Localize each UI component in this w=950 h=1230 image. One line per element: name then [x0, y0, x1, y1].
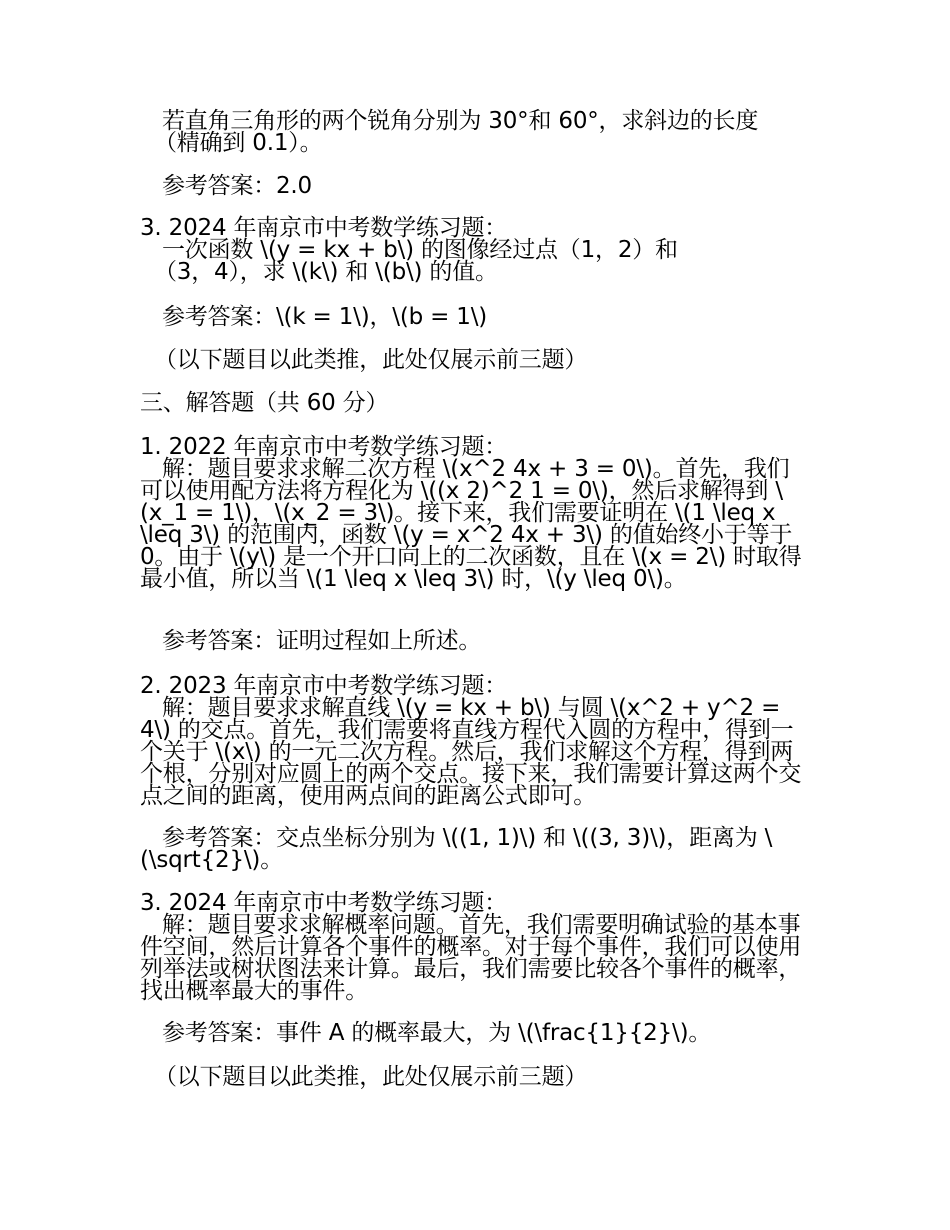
problem-2-block	[140, 675, 812, 807]
solution-text: 解：题目要求求解直线 \(y = kx + b\) 与圆 \(x^2 + y^2 = 4\) 的交点。首先，我们需要将直线方程代入圆的方程中，得到一个关于 \(x\) 的一元二次方程。然后，我们求解这个方程，得到两个根，分别对应圆上的两个交点。接下来，我们需要计算这两个交点之间的距离，使用两点间的距离公式即可。	[140, 695, 802, 809]
text-line: 一次函数 \(y = kx + b\) 的图像经过点（1，2）和	[162, 237, 678, 263]
note-text: （以下题目以此类推，此处仅展示前三题）	[154, 1064, 588, 1090]
text-line: （精确到 0.1）。	[154, 130, 323, 156]
question-heading: 3. 2024 年南京市中考数学练习题：	[140, 890, 508, 916]
text-line: （3，4），求 \(k\) 和 \(b\) 的值。	[154, 259, 498, 285]
problem-3-block	[140, 892, 812, 1002]
answer-text: 参考答案：证明过程如上所述。	[162, 628, 482, 654]
question-3-block	[140, 217, 840, 283]
text-line: 若直角三角形的两个锐角分别为 30°和 60°，求斜边的长度	[162, 108, 759, 134]
answer-text: 参考答案：事件 A 的概率最大，为 \(\frac{1}{2}\)。	[162, 1020, 712, 1046]
question-2-text	[154, 110, 854, 154]
solution-text: 解：题目要求求解二次方程 \(x^2 4x + 3 = 0\)。首先，我们可以使用配方法将方程化为 \((x 2)^2 1 = 0\)，然后求解得到 \(x_1 = 1\)，\(x_2 = 3\)。接下来，我们需要证明在 \(1 \leq x \leq 3\) 的范围内，函数 \(y = x^2 4x + 3\) 的值始终小于等于 0。由于 \(y\) 是一个开口向上的二次函数，且在 \(x = 2\) 时取得最小值，所以当 \(1 \leq x \leq 3\) 时，\(y \leq 0\)。	[140, 456, 802, 592]
note-text: （以下题目以此类推，此处仅展示前三题）	[154, 347, 588, 373]
problem-1-block	[140, 436, 812, 590]
question-heading: 3. 2024 年南京市中考数学练习题：	[140, 215, 508, 241]
section-heading: 三、解答题（共 60 分）	[140, 390, 389, 416]
answer-text: 参考答案：交点坐标分别为 \((1, 1)\) 和 \((3, 3)\)，距离为 \(\sqrt{2}\)。	[140, 825, 773, 873]
question-heading: 2. 2023 年南京市中考数学练习题：	[140, 673, 508, 699]
question-heading: 1. 2022 年南京市中考数学练习题：	[140, 434, 508, 460]
solution-text: 解：题目要求求解概率问题。首先，我们需要明确试验的基本事件空间，然后计算各个事件的概率。对于每个事件，我们可以使用列举法或树状图法来计算。最后，我们需要比较各个事件的概率，找出概率最大的事件。	[140, 912, 802, 1004]
answer-text: 参考答案：\(k = 1\)，\(b = 1\)	[162, 304, 488, 330]
answer-text: 参考答案：2.0	[162, 173, 312, 199]
